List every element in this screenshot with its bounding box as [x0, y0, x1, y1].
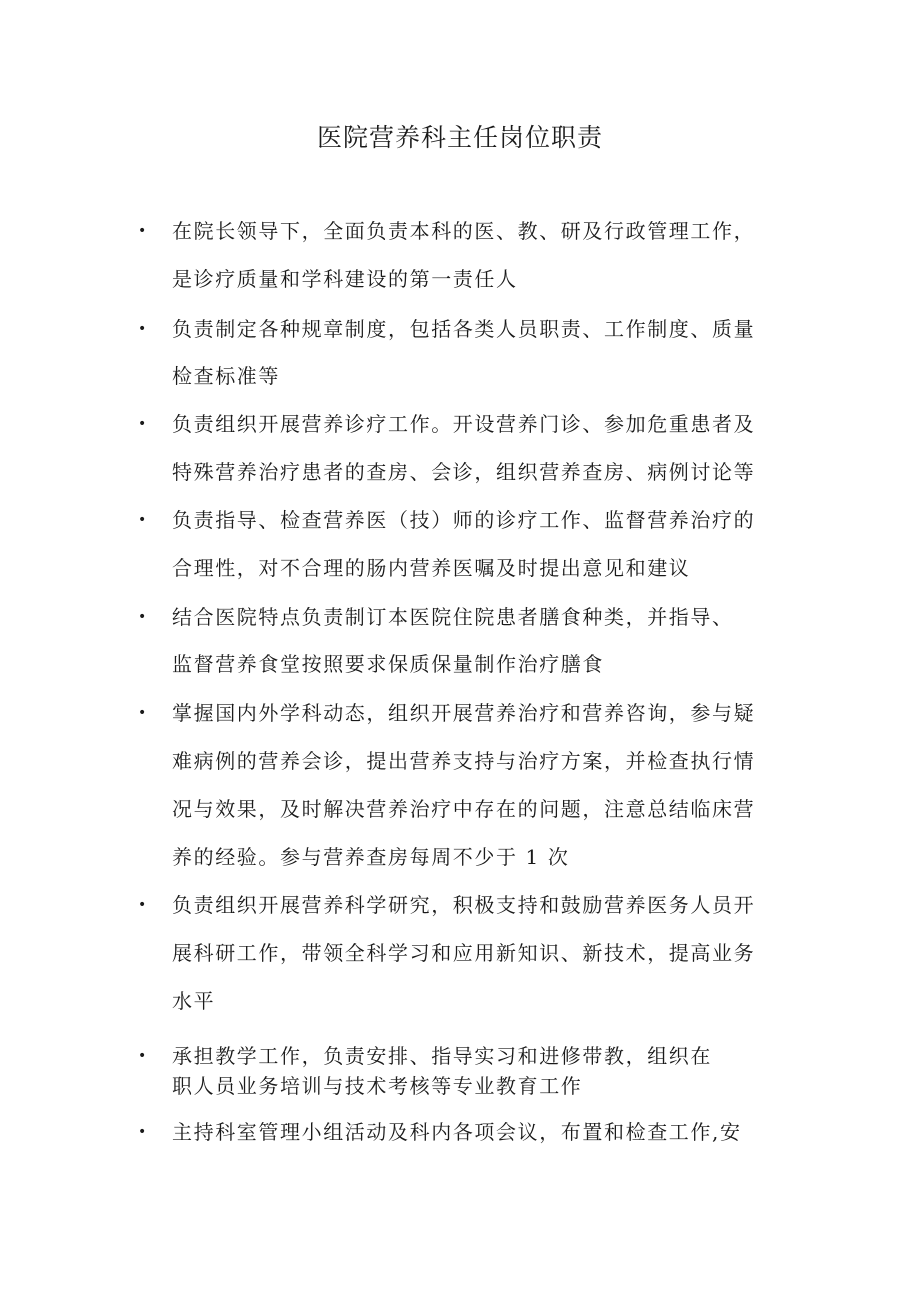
- list-item-line: 承担教学工作，负责安排、指导实习和进修带教，组织在: [172, 1044, 712, 1068]
- bullet-icon: •: [138, 609, 147, 625]
- list-item-line: 主持科室管理小组活动及科内各项会议，布置和检查工作,安: [172, 1120, 742, 1144]
- bullet-icon: •: [138, 512, 147, 528]
- list-item-line: 难病例的营养会诊，提出营养支持与治疗方案，并检查执行情: [172, 749, 756, 773]
- bullet-icon: •: [138, 1048, 147, 1064]
- bullet-icon: •: [138, 705, 147, 721]
- list-item-line: 负责制定各种规章制度，包括各类人员职责、工作制度、质量: [172, 317, 756, 341]
- list-item-line: 水平: [172, 989, 216, 1013]
- list-item-line: 检查标准等: [172, 364, 280, 388]
- bullet-icon: •: [138, 897, 147, 913]
- list-item-line: 特殊营养治疗患者的查房、会诊，组织营养查房、病例讨论等: [172, 460, 756, 484]
- list-item-line: 况与效果，及时解决营养治疗中存在的问题，注意总结临床营: [172, 797, 756, 821]
- document-title: 医院营养科主任岗位职责: [316, 123, 603, 152]
- list-item-line: 负责指导、检查营养医（技）师的诊疗工作、监督营养治疗的: [172, 508, 756, 532]
- bullet-icon: •: [138, 321, 147, 337]
- list-item-line: 养的经验。参与营养查房每周不少于 1 次: [172, 845, 570, 869]
- list-item-line: 掌握国内外学科动态，组织开展营养治疗和营养咨询，参与疑: [172, 701, 756, 725]
- list-item-line: 监督营养食堂按照要求保质保量制作治疗膳食: [172, 652, 604, 676]
- bullet-icon: •: [138, 1124, 147, 1140]
- bullet-icon: •: [138, 416, 147, 432]
- list-item-line: 负责组织开展营养科学研究，积极支持和鼓励营养医务人员开: [172, 893, 756, 917]
- list-item-line: 负责组织开展营养诊疗工作。开设营养门诊、参加危重患者及: [172, 412, 756, 436]
- list-item-line: 合理性，对不合理的肠内营养医嘱及时提出意见和建议: [172, 556, 691, 580]
- list-item-line: 结合医院特点负责制订本医院住院患者膳食种类，并指导、: [172, 605, 734, 629]
- bullet-icon: •: [138, 223, 147, 239]
- list-item-line: 在院长领导下，全面负责本科的医、教、研及行政管理工作，: [172, 219, 756, 243]
- list-item-line: 展科研工作，带领全科学习和应用新知识、新技术，提高业务: [172, 941, 756, 965]
- list-item-line: 职人员业务培训与技术考核等专业教育工作: [172, 1074, 583, 1098]
- list-item-line: 是诊疗质量和学科建设的第一责任人: [172, 267, 518, 291]
